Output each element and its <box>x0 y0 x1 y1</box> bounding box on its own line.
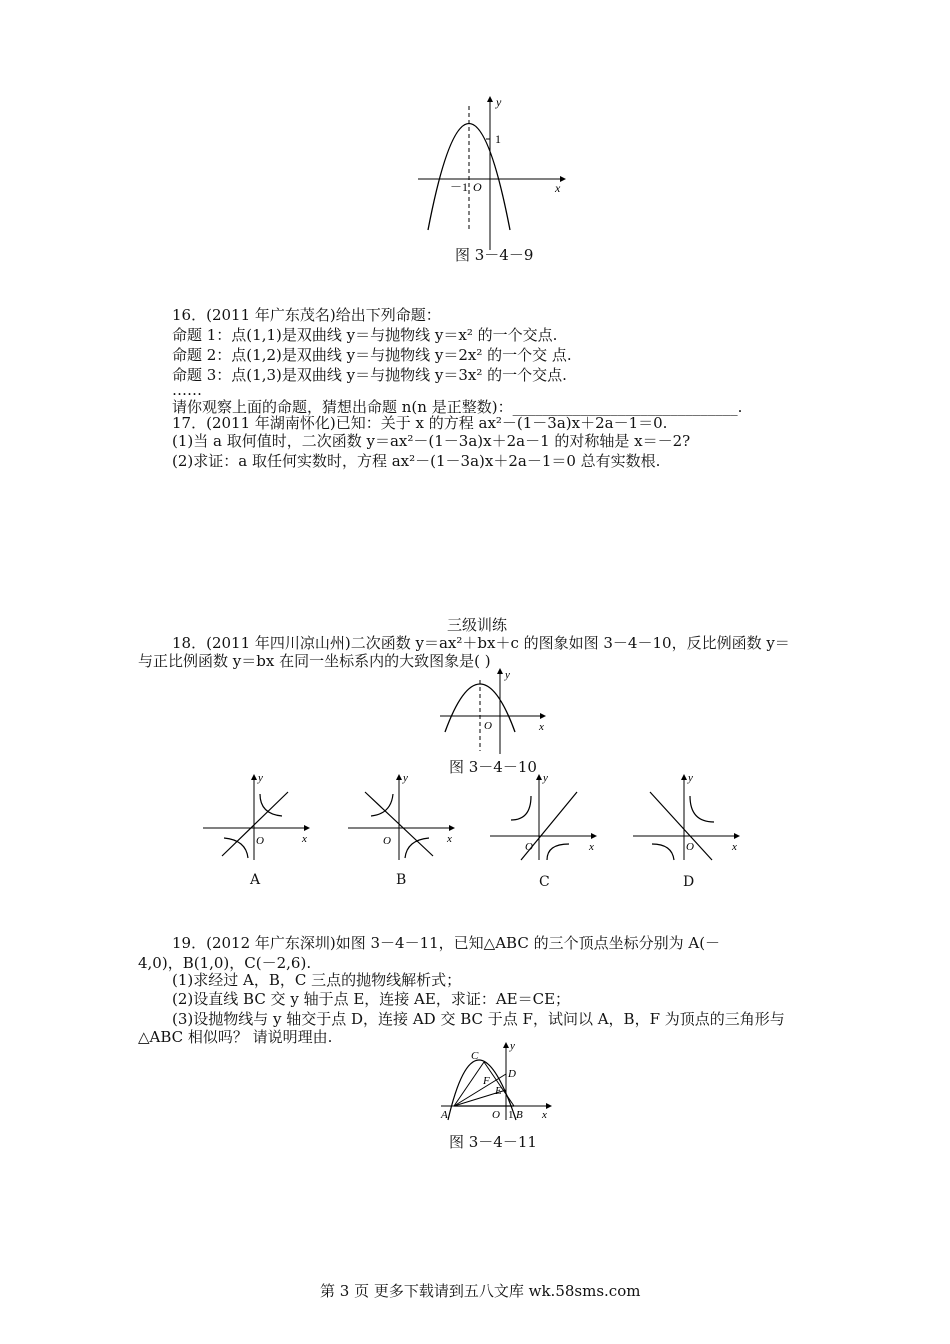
option-b-label[interactable]: B <box>396 872 407 888</box>
fig11-point-c: C <box>471 1050 479 1062</box>
fig11-point-d: D <box>508 1068 516 1080</box>
q17-heading: 17．(2011 年湖南怀化)已知：关于 x 的方程 ax²－(1－3a)x＋2a－1＝0. <box>172 414 668 432</box>
q16-question: 请你观察上面的命题，猜想出命题 n(n 是正整数)：______________________________. <box>172 398 743 416</box>
fig11-point-e: E <box>495 1085 502 1097</box>
page-footer: 第 3 页 更多下载请到五八文库 wk.58sms.com <box>320 1282 641 1300</box>
fig9-origin-label: O <box>473 180 482 194</box>
q16-proposition-2: 命题 2：点(1,2)是双曲线 y＝与抛物线 y＝2x² 的一个交 点. <box>172 346 572 364</box>
section-title: 三级训练 <box>447 616 508 634</box>
svg-text:y: y <box>688 772 693 784</box>
fig9-one-label: 1 <box>495 132 501 146</box>
option-a-label[interactable]: A <box>250 872 261 888</box>
svg-text:y: y <box>543 772 548 784</box>
q17-part-1: (1)当 a 取何值时，二次函数 y＝ax²－(1－3a)x＋2a－1 的对称轴是 x＝－2? <box>172 432 691 450</box>
svg-text:y: y <box>258 772 263 784</box>
fig11-x-label: x <box>542 1109 547 1121</box>
fig10-origin-label: O <box>484 720 492 732</box>
svg-text:x: x <box>589 841 594 853</box>
svg-text:O: O <box>383 835 391 847</box>
option-a-graph <box>198 772 316 862</box>
fig11-origin: O <box>492 1109 500 1121</box>
q16-proposition-1: 命题 1：点(1,1)是双曲线 y＝与抛物线 y＝x² 的一个交点. <box>172 326 558 344</box>
svg-text:y: y <box>403 772 408 784</box>
svg-text:O: O <box>525 841 533 853</box>
fig11-y-label: y <box>510 1040 515 1052</box>
figure-3-4-11 <box>436 1040 556 1122</box>
q16-proposition-3: 命题 3：点(1,3)是双曲线 y＝与抛物线 y＝3x² 的一个交点. <box>172 366 567 384</box>
fig9-x-label: x <box>555 181 561 195</box>
q19-line-1: 19．(2012 年广东深圳)如图 3－4－11，已知△ABC 的三个顶点坐标分别为 A(－ <box>172 934 721 952</box>
q17-part-2: (2)求证：a 取任何实数时，方程 ax²－(1－3a)x＋2a－1＝0 总有实数根. <box>172 452 661 470</box>
svg-text:x: x <box>302 833 307 845</box>
fig9-y-label: y <box>496 95 502 109</box>
option-d-graph <box>628 772 746 862</box>
fig10-y-label: y <box>505 669 510 681</box>
fig11-point-b: B <box>516 1109 523 1121</box>
q19-part-3-line-1: (3)设抛物线与 y 轴交于点 D，连接 AD 交 BC 于点 F，试问以 A，B，F 为顶点的三角形与 <box>172 1010 785 1028</box>
fig11-one: 1 <box>508 1109 514 1121</box>
q19-part-3-line-2: △ABC 相似吗？ 请说明理由. <box>138 1028 333 1046</box>
q19-part-2: (2)设直线 BC 交 y 轴于点 E，连接 AE，求证：AE＝CE； <box>172 990 571 1008</box>
figure-3-4-11-caption: 图 3－4－11 <box>449 1133 537 1151</box>
q19-line-2: 4,0)，B(1,0)，C(－2,6). <box>138 954 312 972</box>
fig10-x-label: x <box>539 721 544 733</box>
q18-line-1: 18．(2011 年四川凉山州)二次函数 y＝ax²＋bx＋c 的图象如图 3－4－10，反比例函数 y＝ <box>172 634 790 652</box>
option-c-graph <box>485 772 603 862</box>
svg-text:x: x <box>732 841 737 853</box>
q18-line-2: 与正比例函数 y＝bx 在同一坐标系内的大致图象是( ) <box>138 652 491 670</box>
option-b-graph <box>343 772 461 862</box>
option-d-label[interactable]: D <box>683 874 695 890</box>
figure-3-4-9-caption: 图 3－4－9 <box>455 246 534 264</box>
fig11-point-a: A <box>441 1109 448 1121</box>
q16-ellipsis: …… <box>172 381 202 399</box>
figure-3-4-10 <box>435 666 550 756</box>
q19-part-1: (1)求经过 A，B，C 三点的抛物线解析式； <box>172 971 462 989</box>
svg-text:O: O <box>256 835 264 847</box>
figure-3-4-10-caption: 图 3－4－10 <box>449 758 537 776</box>
fig9-neg1-label: －1 <box>450 180 469 194</box>
fig11-point-f: F <box>483 1075 490 1087</box>
svg-text:O: O <box>686 841 694 853</box>
svg-text:x: x <box>447 833 452 845</box>
q16-heading: 16．(2011 年广东茂名)给出下列命题： <box>172 306 441 324</box>
option-c-label[interactable]: C <box>539 874 550 890</box>
figure-3-4-9 <box>410 92 570 252</box>
